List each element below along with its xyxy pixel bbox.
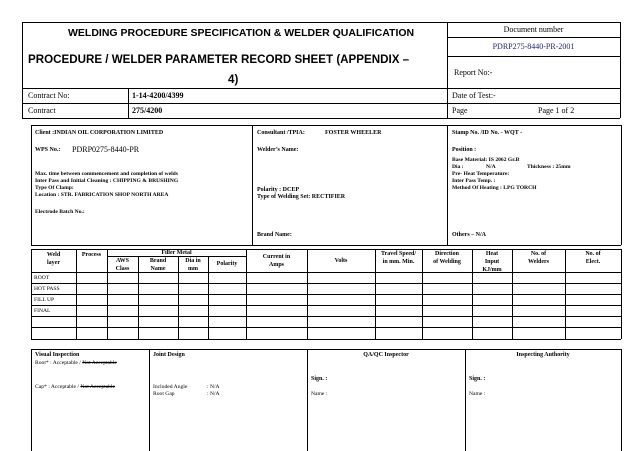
joint-design: Joint Design [153,352,185,358]
contract-value: 275/4200 [132,106,163,115]
root-gap-value: : N/A [207,391,220,397]
col-heat-input: Heat Input KJ/mm [482,251,502,273]
interpass-temp: Inter Pass Temp. : [452,178,496,184]
doc-number-label: Document number [503,25,564,34]
root-acceptable: Root* : Acceptable / Not Acceptable [35,360,117,366]
col-polarity: Polarity [216,261,238,267]
consultant-label: Consultant /TPIA: [257,130,305,136]
visual-inspection: Visual Inspection [35,352,80,358]
col-volts: Volts [334,258,348,264]
brand-name: Brand Name: [257,232,292,238]
qaqc-sign: Sign. : [311,376,328,382]
thickness: Thickness : 25mm [527,164,571,170]
max-time: Max. time between commencement and completion of welds [35,171,178,177]
base-material: Base Material: IS 2062 Gr.B [452,157,520,163]
contract-label: Contract [28,106,56,115]
col-no-of-elect: No. of Elect. [585,251,601,265]
report-no-label: Report No:- [454,68,493,77]
row-label: FILL UP [34,297,55,303]
welding-set: Type of Welding Set: RECTIFIER [257,194,346,200]
consultant-value: FOSTER WHEELER [325,130,382,136]
col-current: Current in Amps [262,254,291,268]
inspecting-authority: Inspecting Authority [516,352,570,358]
interpass-cleaning: Inter Pass and Initial Cleaning : CHIPPING & BRUSHING [35,178,179,184]
col-brand-name: Brand Name [149,258,167,272]
dia-label: Dia : [452,164,464,170]
electrode-batch: Electrode Batch No.: [35,209,85,215]
wps-value: PDRP0275-8440-PR [72,145,140,154]
position: Position : [452,147,477,153]
contract-no-value: 1-14-4200/4399 [132,91,184,100]
col-process: Process [81,252,102,258]
col-aws-class: AWS Class [115,258,130,272]
authority-sign: Sign. : [469,376,486,382]
row-label: HOT PASS [34,286,60,292]
page-label: Page [452,106,468,115]
date-of-test-label: Date of Test:- [452,91,496,100]
cap-acceptable: Cap* : Acceptable / Not Acceptable [35,384,116,390]
wps-label: WPS No.: [35,147,61,153]
method-of-heating: Method Of Heating : LPG TORCH [452,185,537,191]
root-gap-label: Root Gap [153,391,175,397]
col-travel-speed: Travel Speed/ in mm. Min. [380,251,417,265]
welders-name: Welder’s Name: [257,147,299,153]
main-title: WELDING PROCEDURE SPECIFICATION & WELDER QUALIFICATION [68,27,415,39]
contract-no-label: Contract No: [28,91,70,100]
included-angle-label: Included Angle [153,384,188,390]
client-name: Client :INDIAN OIL CORPORATION LIMITED [35,130,164,136]
type-of-clamp: Type Of Clamp: [35,185,74,191]
qaqc-name: Name : [311,391,328,397]
doc-number-value: PDRP275-8440-PR-2001 [492,42,575,51]
col-weld-layer: Weld layer [46,252,61,266]
qaqc-inspector: QA/QC Inspector [363,352,409,358]
row-label: ROOT [34,275,50,281]
stamp-no: Stamp No. /ID No. - WQT - [452,130,523,136]
authority-name: Name : [469,391,486,397]
col-no-of-welders: No. of Welders [528,251,549,265]
page-value: Page 1 of 2 [538,106,575,115]
included-angle-value: : N/A [207,384,220,390]
col-direction: Direction of Welding [433,251,461,265]
dia-value: N/A [486,164,496,170]
sub-title-line-1: PROCEDURE / WELDER PARAMETER RECORD SHEET (APPENDIX – [28,53,410,66]
preheat: Pre- Heat Temperature: [452,171,510,177]
sub-title-line-2: 4) [228,73,239,86]
row-label: FINAL [34,308,51,314]
col-filler-metal: Filler Metal [161,250,192,256]
col-dia: Dia in mm [185,258,201,272]
others: Others – N/A [452,232,486,238]
location: Location : STR. FABRICATION SHOP NORTH AREA [35,192,169,198]
polarity-info: Polarity : DCEP [257,187,299,193]
